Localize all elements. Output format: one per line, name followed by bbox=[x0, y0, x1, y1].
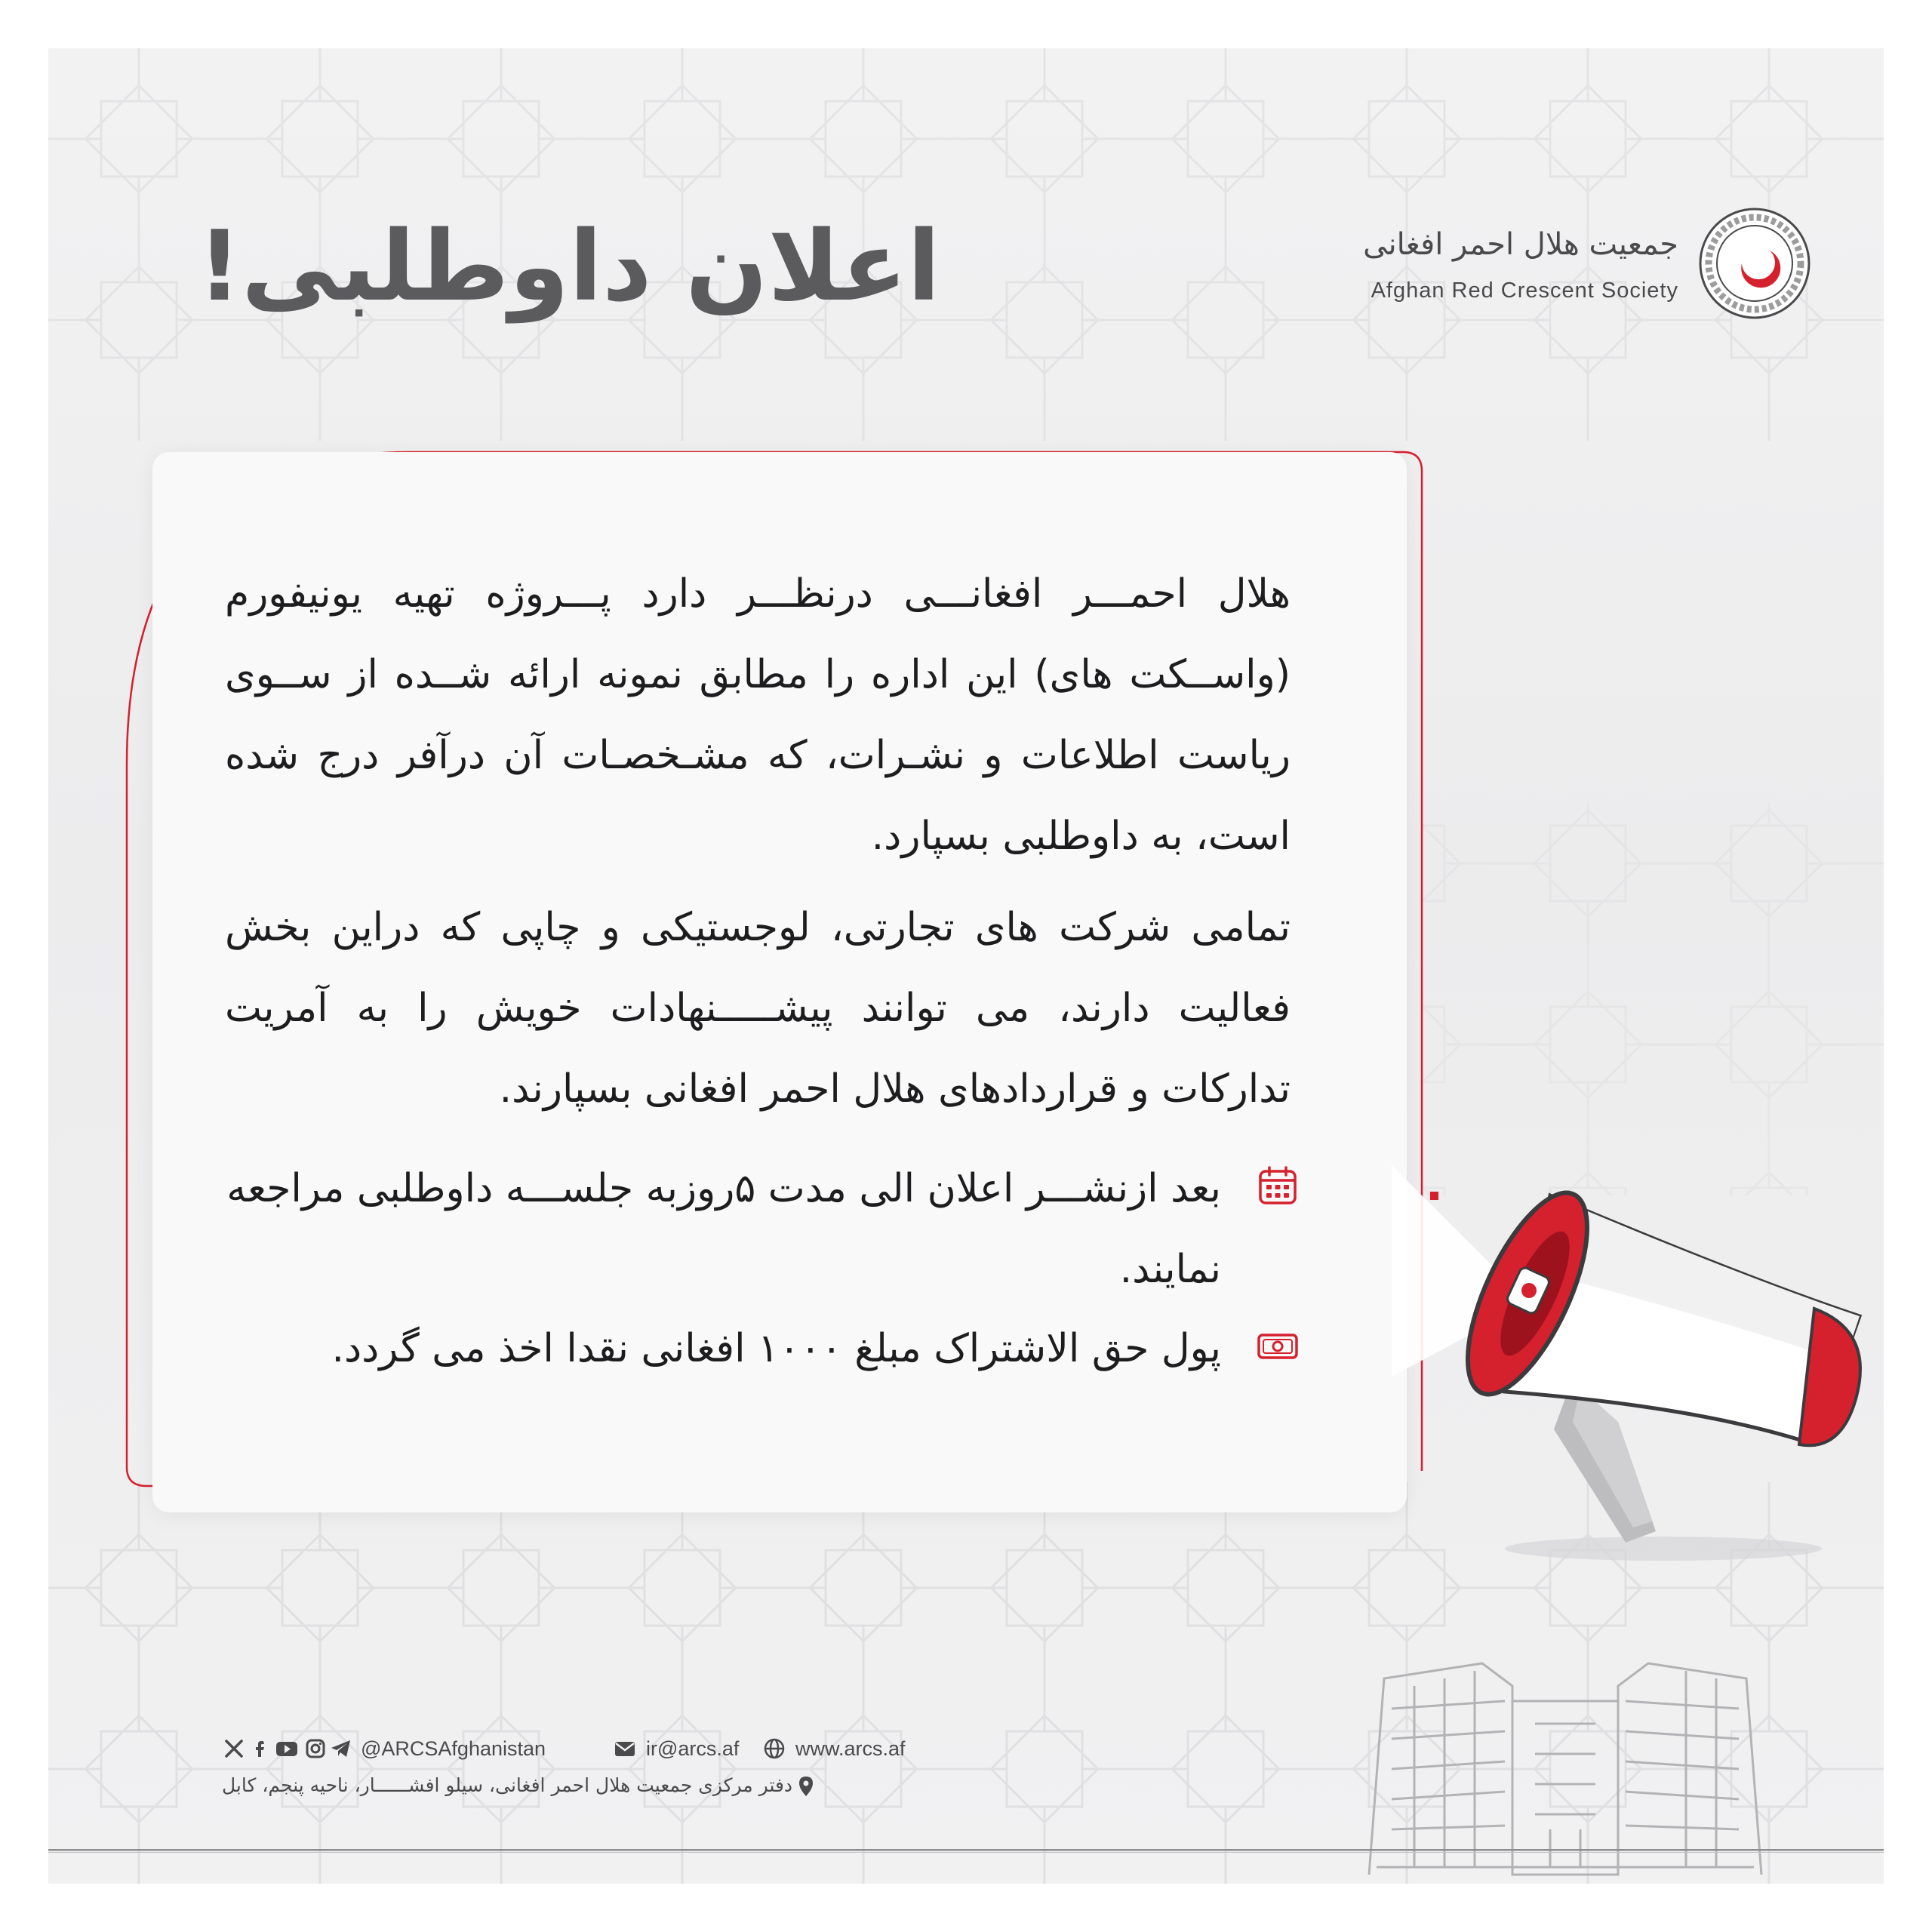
telegram-icon[interactable] bbox=[329, 1737, 353, 1761]
calendar-icon bbox=[1256, 1164, 1300, 1208]
footer-address bbox=[222, 1763, 916, 1808]
youtube-icon[interactable] bbox=[275, 1737, 299, 1761]
website-link[interactable]: www.arcs.af bbox=[795, 1737, 906, 1760]
paragraph-companies: تمامی شرکت های تجارتی، لوجستیکی و چاپی که دراین بخش فعالیت دارند، می توانند پیشـــــنهادات خویش را به آمریت تدارکات و قراردادهای هلال احمر افغانی بسپارند. bbox=[225, 905, 1291, 1112]
building-illustration bbox=[1331, 1641, 1799, 1884]
globe-icon bbox=[762, 1737, 786, 1761]
footer-contacts bbox=[222, 1730, 977, 1767]
org-name-english: Afghan Red Crescent Society bbox=[1371, 278, 1678, 303]
red-crescent-logo bbox=[1698, 207, 1811, 320]
megaphone-illustration bbox=[1392, 1090, 1875, 1573]
envelope-icon bbox=[613, 1737, 637, 1761]
social-handle[interactable]: @ARCSAfghanistan bbox=[361, 1737, 546, 1760]
paragraph-project: هلال احمـــر افغانـــی درنظـــر دارد پـــروژه تهیه یونیفورم (واســکت های) این اداره را مطابق نمونه ارائه شــده از ســوی ریاست اطلاعات و نشـرات، که مشـخصـات آن درآفر درج شده است، به داوطلبی بسپارد. bbox=[225, 571, 1291, 859]
bullet-fee: پول حق الاشتراک مبلغ ۱۰۰۰ افغانی نقدا اخذ می گردد. bbox=[331, 1326, 1221, 1371]
address-text: دفتر مرکزی جمعیت هلال احمر افغانی، سیلو افشــــــار، ناحیه پنجم، کابل bbox=[222, 1774, 793, 1796]
facebook-icon[interactable] bbox=[249, 1737, 273, 1761]
money-icon bbox=[1256, 1324, 1300, 1367]
footer-divider bbox=[48, 1849, 1884, 1854]
org-name-persian: جمعیت هلال احمر افغانی bbox=[1363, 227, 1678, 262]
instagram-icon[interactable] bbox=[303, 1737, 328, 1761]
x-icon[interactable] bbox=[222, 1737, 246, 1761]
page-title: اعلان داوطلبی! bbox=[197, 211, 940, 323]
email-link[interactable]: ir@arcs.af bbox=[646, 1737, 740, 1760]
poster-frame bbox=[48, 48, 1884, 1884]
location-pin-icon bbox=[797, 1775, 815, 1798]
bullet-meeting: بعد ازنشـــر اعلان الی مدت ۵روزبه جلســـه داوطلبی مراجعه نمایند. bbox=[226, 1166, 1221, 1292]
